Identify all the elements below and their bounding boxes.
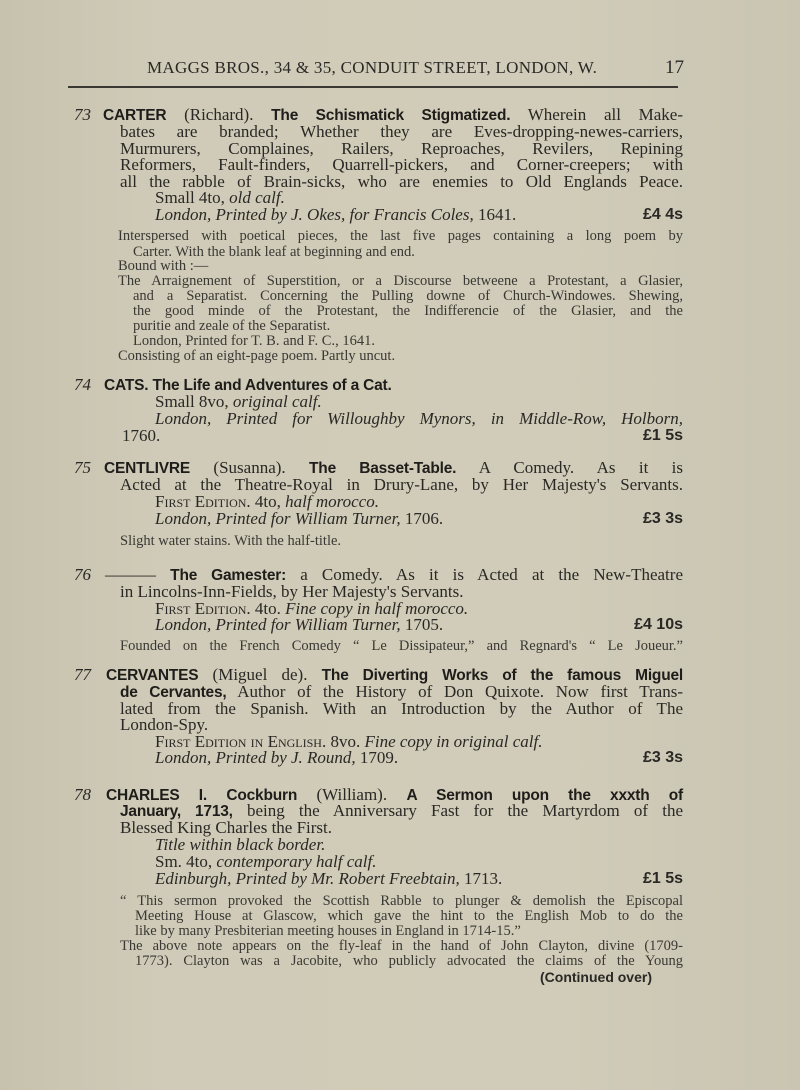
price: £4 10s [634,616,683,633]
continued-over-note: (Continued over) [540,969,652,985]
body-text: Sm. 4to, [155,852,217,871]
body-text: Author of the History of Don Quixote. Now first Trans- [226,682,684,701]
listing-line [155,510,443,528]
body-text: 1705. [400,615,444,634]
listing-line [155,870,502,888]
lot-number: 77 [74,665,91,684]
body-text: (Susanna). [190,458,310,477]
imprint-text: London, Printed by J. Okes, for Francis Coles, [155,205,474,224]
entry-heading: de Cervantes, [120,684,227,701]
note-line [135,952,683,970]
body-text: lated from the Spanish. With an Introduction by the Author of The [120,699,683,718]
body-text: Acted at the Theatre-Royal in Drury-Lane, by Her Majesty's Servants. [120,475,683,494]
body-text: Slight water stains. With the half-title. [120,533,342,549]
listing-line [155,749,398,767]
imprint-text: London, Printed for Willoughby Mynors, in Middle-Row, Holborn, [155,409,683,428]
body-text: and a Separatist. Concerning the Pulling downe of Church-Windowes. Shewing, [133,288,683,304]
imprint-text: old calf. [229,188,285,207]
body-text: Bound with :— [118,258,209,274]
imprint-text: Fine copy in original calf. [364,732,543,751]
imprint-text: Fine copy in half morocco. [285,599,469,618]
body-text: London-Spy. [120,715,209,734]
body-text: A Comedy. As it is [456,458,684,477]
note-line [120,637,683,655]
body-text: (William). [297,785,407,804]
lot-number: 73 [74,105,91,124]
entry-heading: CERVANTES [106,667,199,684]
imprint-text: London, Printed by J. Round, [155,748,356,767]
entry-heading: January, 1713, [120,803,233,820]
imprint-text: London, Printed for William Turner, [155,509,401,528]
edition-text: First Edition. [155,492,251,511]
entry-heading: CENTLIVRE [104,460,191,477]
price: £1 5s [642,870,683,887]
body-text: Wherein all Make- [510,105,683,124]
page-number: 17 [665,57,684,78]
imprint-text: half morocco. [285,492,379,511]
body-text: Founded on the French Comedy “ Le Dissipateur,” and Regnard's “ Le Joueur.” [120,638,683,654]
body-text: 1773). Clayton was a Jacobite, who publicly advocated the claims of the Young [135,953,683,969]
body-text: 1641. [473,205,517,224]
entry-heading: The Diverting Works of the famous Miguel [321,667,683,684]
body-text: “ This sermon provoked the Scottish Rabble to plunger & demolish the Episcopal [120,893,683,909]
lot-number: 76 [74,565,91,584]
body-text: the good minde of the Protestant, the Indifferencie of the Glasier, and the [133,303,683,319]
body-text: puritie and zeale of the Separatist. [133,318,331,334]
body-text: like by many Presbiterian meeting houses in England in 1714-15.” [135,923,521,939]
body-text: Small 8vo, [155,392,233,411]
body-text: Meeting House at Glascow, which gave the hint to the English Mob to do the [135,908,683,924]
note-line [118,347,395,365]
body-text: 4to. [250,599,286,618]
entry-heading: CARTER [103,107,167,124]
body-text: 1760. [122,426,161,445]
body-text: (Miguel de). [198,665,322,684]
body-text: (Richard). [166,105,272,124]
edition-text: First Edition. [155,599,251,618]
header-rule [68,86,678,88]
price: £3 3s [642,749,683,766]
entry-heading: The Basset-Table. [309,460,457,477]
body-text: The above note appears on the fly-leaf in the hand of John Clayton, divine (1709- [120,938,683,954]
body-text: The Arraignement of Superstition, or a Discourse betweene a Protestant, a Glasier, [118,273,683,289]
body-text: Interspersed with poetical pieces, the last five pages containing a long poem by [118,228,683,244]
body-text: in Lincolns-Inn-Fields, by Her Majesty's Servants. [120,582,464,601]
entry-heading: The Gamester: [170,567,287,584]
body-text: Carter. With the blank leaf at beginning and end. [133,244,415,260]
price: £1 5s [642,427,683,444]
body-text: a Comedy. As it is Acted at the New-Theatre [286,565,683,584]
body-text: 4to, [250,492,286,511]
entry-heading: The Schismatick Stigmatized. [271,107,511,124]
body-text: 1706. [400,509,444,528]
note-line [120,532,341,550]
entry-heading: Cockburn [226,787,298,804]
edition-text: First Edition in English. [155,732,327,751]
listing-line [155,616,443,634]
lot-number: 78 [74,785,91,804]
lot-number: 74 [74,375,91,394]
listing-line [155,410,683,428]
body-text: ——— [105,565,171,584]
body-text: all the rabble of Brain-sicks, who are enemies to Old Englands Peace. [120,172,683,191]
entry-heading: CATS. The Life and Adventures of a Cat. [104,377,392,394]
imprint-text: original calf. [232,392,322,411]
entry-heading: CHARLES I. [106,787,207,804]
body-text: bates are branded; Whether they are Eves-dropping-newes-carriers, [120,122,683,141]
body-text: Small 4to, [155,188,230,207]
body-text: 8vo. [326,732,365,751]
body-text: Blessed King Charles the First. [120,818,333,837]
body-text: Reformers, Fault-finders, Quarrell-pickers, and Corner-creepers; with [120,155,683,174]
entry-heading: A Sermon upon the xxxth of [406,787,684,804]
imprint-text: London, Printed for William Turner, [155,615,401,634]
price: £4 4s [642,206,683,223]
body-text: 1713. [459,869,503,888]
price: £3 3s [642,510,683,527]
body-text: Murmurers, Complaines, Railers, Reproaches, Revilers, Repining [120,139,683,158]
body-text: being the Anniversary Fast for the Martyrdom of the [232,801,683,820]
body-text: 1709. [355,748,399,767]
running-header: MAGGS BROS., 34 & 35, CONDUIT STREET, LONDON, W. [147,58,598,77]
listing-line [122,427,160,445]
imprint-text: Title within black border. [155,835,326,854]
imprint-text: Edinburgh, Printed by Mr. Robert Freebtain, [155,869,460,888]
imprint-text: contemporary half calf. [216,852,377,871]
listing-line [155,206,516,224]
body-text: Consisting of an eight-page poem. Partly uncut. [118,348,396,364]
body-text: London, Printed for T. B. and F. C., 1641. [133,333,375,349]
lot-number: 75 [74,458,91,477]
